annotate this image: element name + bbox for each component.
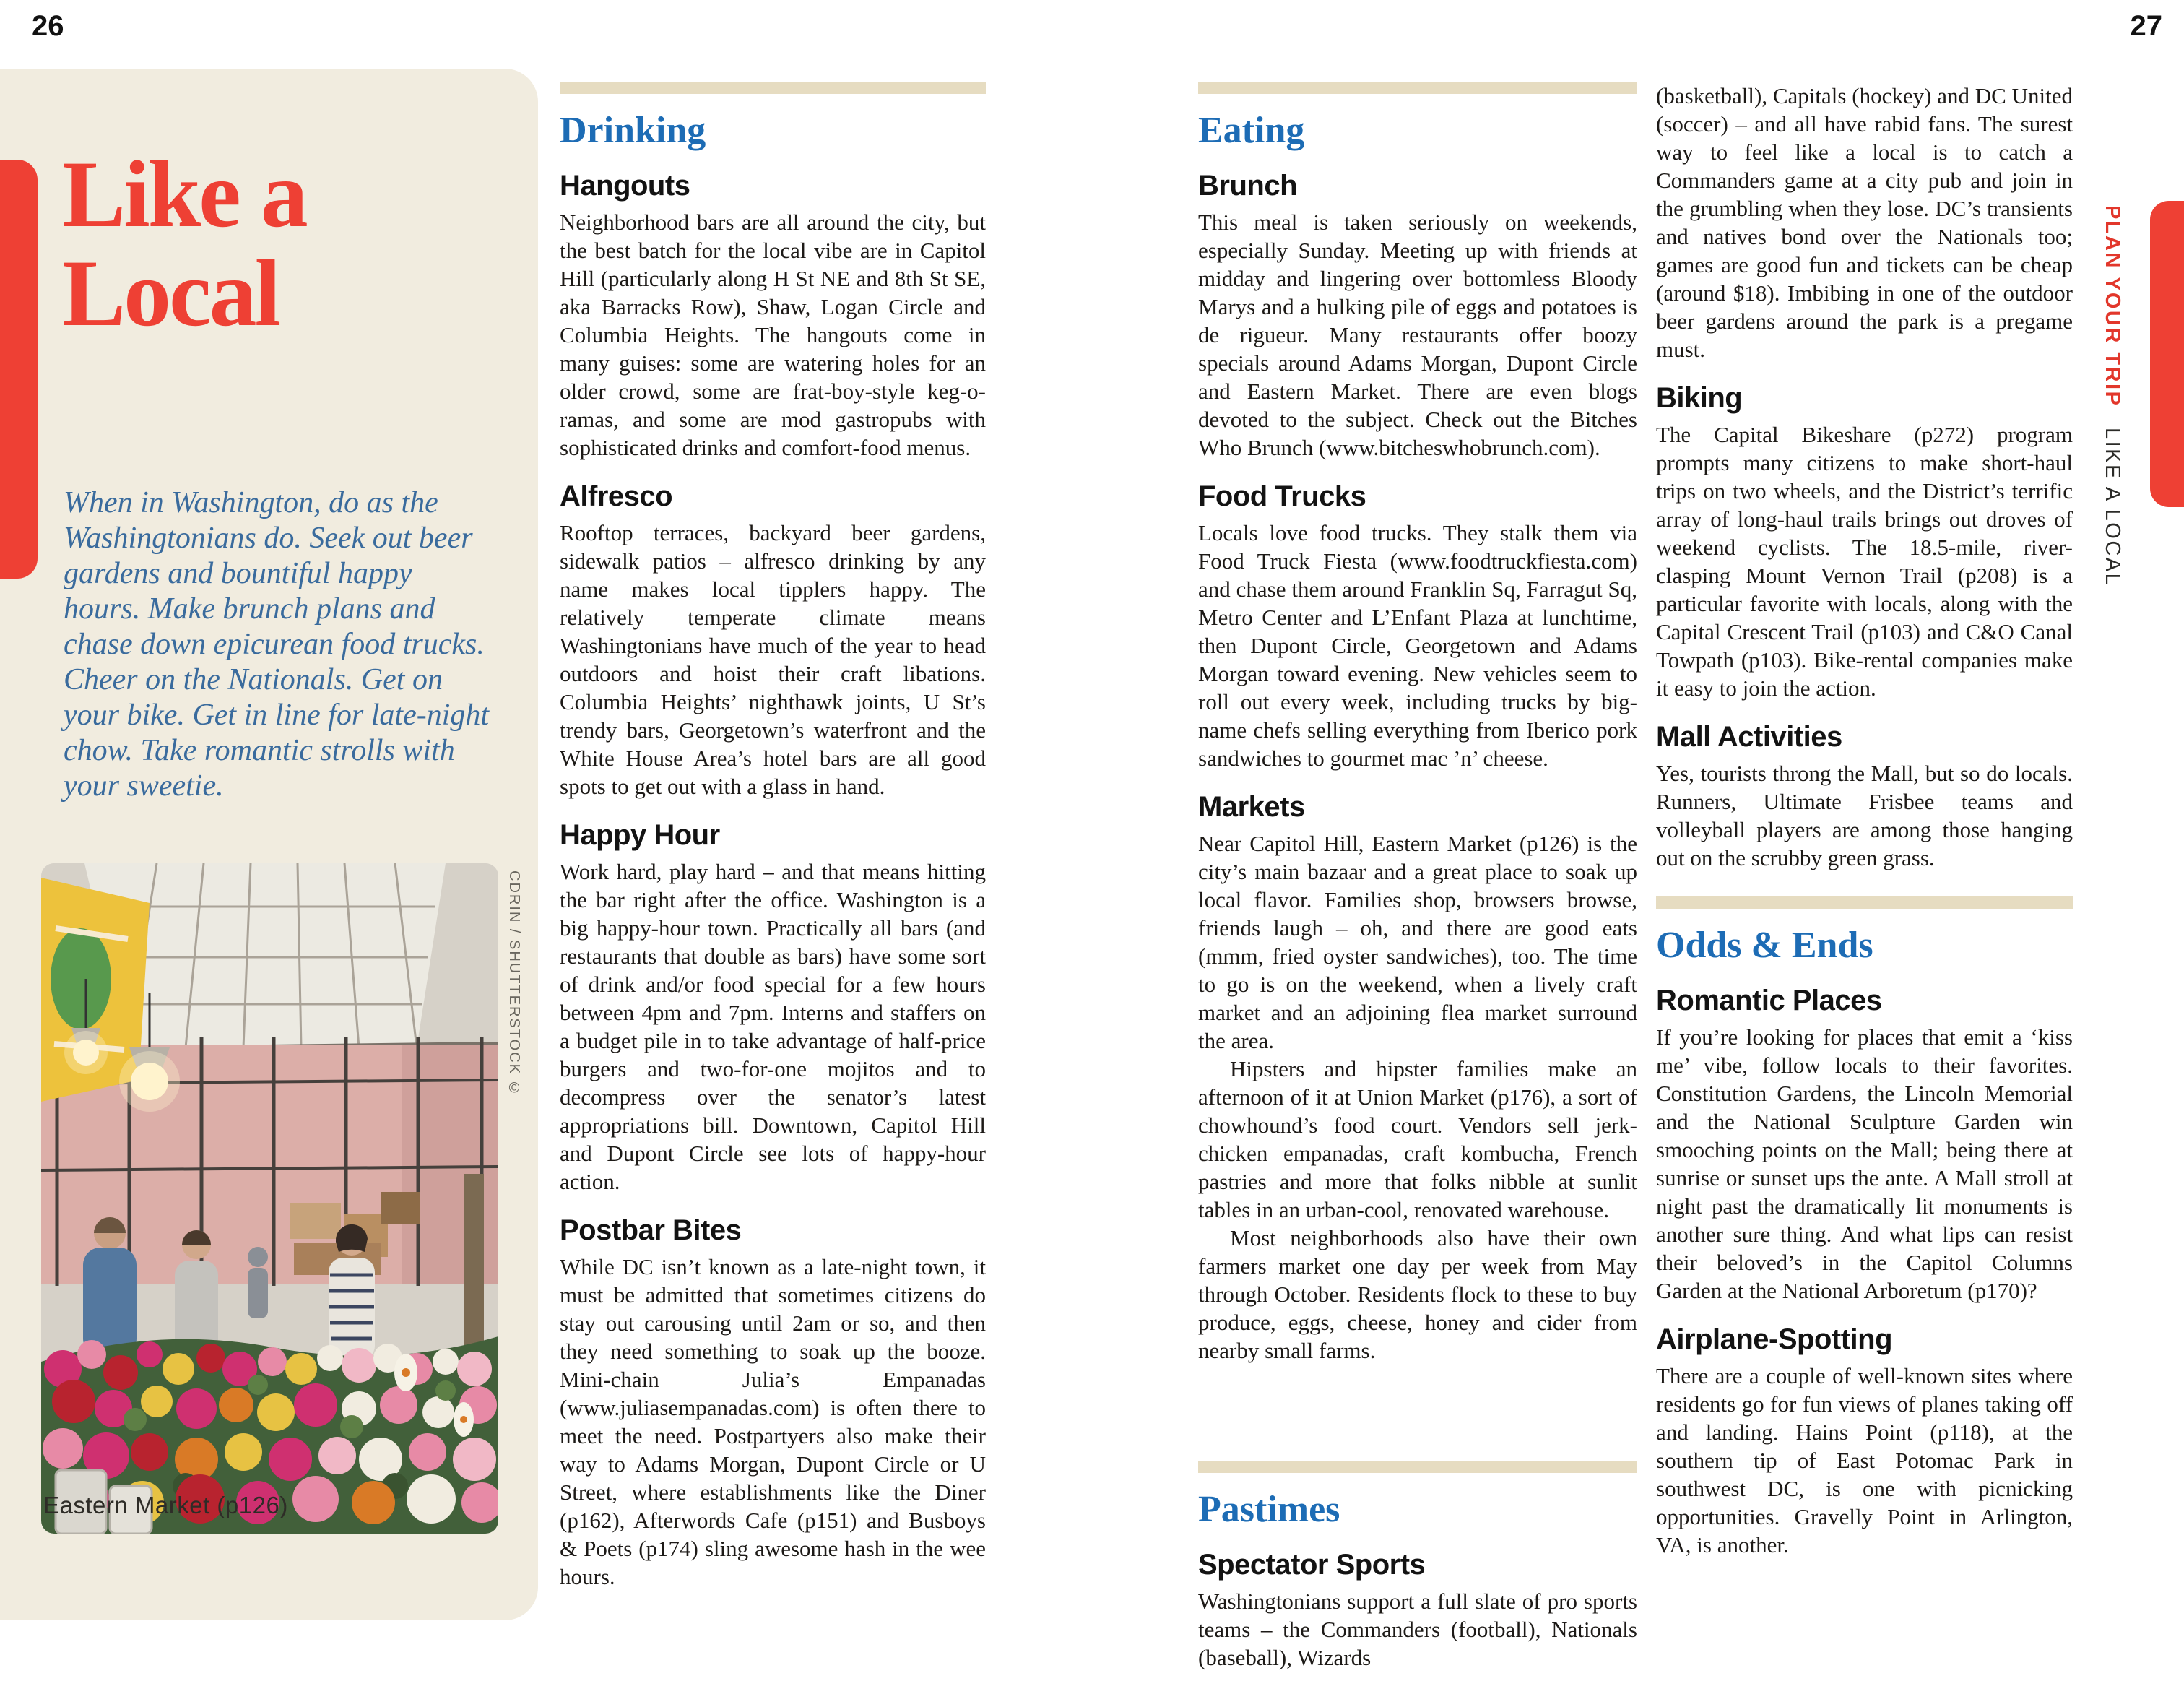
markets-subhead: Markets [1198,790,1305,823]
brunch-body: This meal is taken seriously on weekends, especially Sunday. Meeting up with friends at midday and lingering over bottomless Bloody Marys and a hulking pile of eggs and potatoes is de rigueur. Many restaurants offer boozy specials around Adams Morgan, Dupont Circle and Eastern Market. There are even blogs devoted to the subject. Check out the Bitches Who Brunch (www.bitcheswhobrunch.com). [1198,209,1637,460]
column-top-rule [1198,82,1637,94]
spectator-sports-continuation: (basketball), Capitals (hockey) and DC United (soccer) – and all have rabid fans. The surest way to feel like a local is to catch a Commanders game at a city pub and join in the grumbling when they lose. DC’s transients and natives bond over the Nationals too; games are good fun and tickets can be cheap (around $18). Imbibing in one of the outdoor beer gardens around the park is a pregame must. [1656,83,2073,362]
pastimes-block [1198,1461,1637,1672]
right-column [1656,82,2073,1559]
markets-paragraph-2: Hipsters and hipster families make an afternoon of it at Union Market (p176), a sort of chowhound’s food court. Vendors sell jerk-chicken empanadas, craft kombucha, French pastries and more that folks nibble at sunlit tables in an urban-cool, renovated warehouse. [1198,1055,1637,1222]
food-trucks-body: Locals love food trucks. They stalk them via Food Truck Fiesta (www.foodtruckfiesta.com) and chase them around Franklin Sq, Farragut Sq, Metro Center and L’Enfant Plaza at lunchtime, then Dupont Circle, Georgetown and Adams Morgan toward evening. New vehicles seem to roll out every week, including trucks by big-name chefs selling everything from Iberico pork sandwiches to gourmet mac ’n’ cheese. [1198,519,1637,771]
column-top-rule [560,82,986,94]
mall-activities-subhead: Mall Activities [1656,721,1842,753]
pastimes-heading: Pastimes [1198,1489,1340,1530]
drinking-heading: Drinking [560,110,706,151]
page-title-line1: Like a [62,141,306,247]
food-trucks-subhead: Food Trucks [1198,480,1366,512]
biking-body: The Capital Bikeshare (p272) program prompts many citizens to make short-haul trips on two wheels, and the District’s terrific array of long-haul trails brings out droves of weekend cyclists. The 18.5-mile, river-clasping Mount Vernon Trail (p208) is a particular favorite with locals, along with the Capital Crescent Trail (p103) and C&O Canal Towpath (p103). Bike-rental companies make it easy to join the action. [1656,422,2073,701]
hangouts-subhead: Hangouts [560,169,690,202]
page-title-line2: Local [62,240,280,346]
red-accent-bar [0,160,38,579]
eating-heading: Eating [1198,110,1305,151]
happy-hour-body: Work hard, play hard – and that means hitting the bar right after the office. Washington is a big happy-hour town. Practically all bars (and restaurants that double as bars) have some sort of drink and/or food special for a few hours between 4pm and 7pm. Interns and staffers on a budget pile in to take advantage of half-price burgers and two-for-one mojitos and to decompress over the senator’s latest appropriations bill. Downtown, Capitol Hill and Dupont Circle see lots of happy-hour action. [560,858,986,1194]
chapter-tab-bar [2150,201,2184,507]
intro-text: When in Washington, do as the Washingtonians do. Seek out beer gardens and bountiful happy hours. Make brunch plans and chase down epicurean food trucks. Cheer on the Nationals. Get on your bike. Get in line for late-night chow. Take romantic strolls with your sweetie. [64,486,490,803]
photo-credit: CDRIN / SHUTTERSTOCK © [506,870,522,1098]
romantic-places-body: If you’re looking for places that emit a ‘kiss me’ vibe, follow locals to their favorites. Constitution Gardens, the Lincoln Memorial and the National Sculpture Garden win smooching points on the Mall; being there at sunrise or sunset ups the ante. A Mall stroll at night past the dramatically lit monuments is another sure thing. And what lips can resist their beloved’s in the Capitol Columns Garden at the National Arboretum (p170)? [1656,1024,2073,1303]
odds-ends-heading: Odds & Ends [1656,925,1873,966]
eastern-market-photo [41,863,498,1534]
chapter-tab-label [2100,205,2124,587]
romantic-places-subhead: Romantic Places [1656,984,1882,1016]
page-number-left: 26 [32,10,64,42]
spectator-sports-body: Washingtonians support a full slate of pro sports teams – the Commanders (football), Nationals (baseball), Wizards [1198,1588,1637,1670]
markets-paragraph-1: Near Capitol Hill, Eastern Market (p126) is the city’s main bazaar and a great place to soak up local flavor. Families shop, browsers browse, friends laugh – oh, and there are good eats (mmm, fried oyster sandwiches), too. The time to go is on the weekend, when a lively craft market and an adjoining flea market surround the area. [1198,830,1637,1053]
happy-hour-subhead: Happy Hour [560,818,720,851]
alfresco-subhead: Alfresco [560,480,673,512]
alfresco-body: Rooftop terraces, backyard beer gardens, sidewalk patios – alfresco drinking by any name makes local tipplers happy. The relatively temperate climate means Washingtonians have much of the year to head outdoors and hoist their craft libations. Columbia Heights’ nighthawk joints, U St’s trendy bars, Georgetown’s waterfront and the White House Area’s hotel bars are all good spots to get out with a glass in hand. [560,519,986,799]
market-photo-illustration [41,863,498,1534]
page-number-right: 27 [2130,10,2162,42]
airplane-spotting-subhead: Airplane-Spotting [1656,1323,1893,1355]
mall-activities-body: Yes, tourists throng the Mall, but so do locals. Runners, Ultimate Frisbee teams and volleyball players are among those hanging out on the scrubby green grass. [1656,761,2073,870]
page-title [62,141,306,346]
chapter-tab-plan-your-trip: PLAN YOUR TRIP [2101,205,2124,407]
postbar-bites-subhead: Postbar Bites [560,1214,742,1246]
airplane-spotting-body: There are a couple of well-known sites where residents go for fun views of planes taking off and landing. Hains Point (p118), at the southern tip of East Potomac Park in southwest DC, is one with picnicking opportunities. Gravelly Point in Arlington, VA, is another. [1656,1362,2073,1557]
odds-ends-divider [1656,896,2073,909]
spectator-sports-subhead: Spectator Sports [1198,1548,1426,1581]
hangouts-body: Neighborhood bars are all around the city, but the best batch for the local vibe are in Capitol Hill (particularly along H St NE and 8th St SE, aka Barracks Row), Shaw, Logan Circle and Columbia Heights. The hangouts come in many guises: some are watering holes for an older crowd, some are frat-boy-style keg-o-ramas, and some are mod gastropubs with sophisticated drinks and comfort-food menus. [560,209,986,460]
drinking-column [560,82,986,1591]
brunch-subhead: Brunch [1198,169,1297,202]
biking-subhead: Biking [1656,382,1743,414]
chapter-tab-like-a-local: LIKE A LOCAL [2101,427,2124,587]
pastimes-divider [1198,1461,1637,1473]
photo-caption: Eastern Market (p126) [43,1492,288,1518]
postbar-bites-body: While DC isn’t known as a late-night town, it must be admitted that sometimes citizens do stay out carousing until 2am or so, and then they need something to soak up the booze. Mini-chain Julia’s Empanadas (www.juliasempanadas.com) is often there to meet the need. Postpartyers also make their way to Adams Morgan, Dupont Circle or U Street, where establishments like the Diner (p162), Afterwords Cafe (p151) and Busboys & Poets (p174) sling awesome hash in the wee hours. [560,1253,986,1589]
markets-paragraph-3: Most neighborhoods also have their own farmers market one day per week from May through October. Residents flock to these to buy produce, eggs, cheese, honey and cider from nearby small farms. [1198,1224,1637,1363]
eating-column [1198,82,1637,1365]
